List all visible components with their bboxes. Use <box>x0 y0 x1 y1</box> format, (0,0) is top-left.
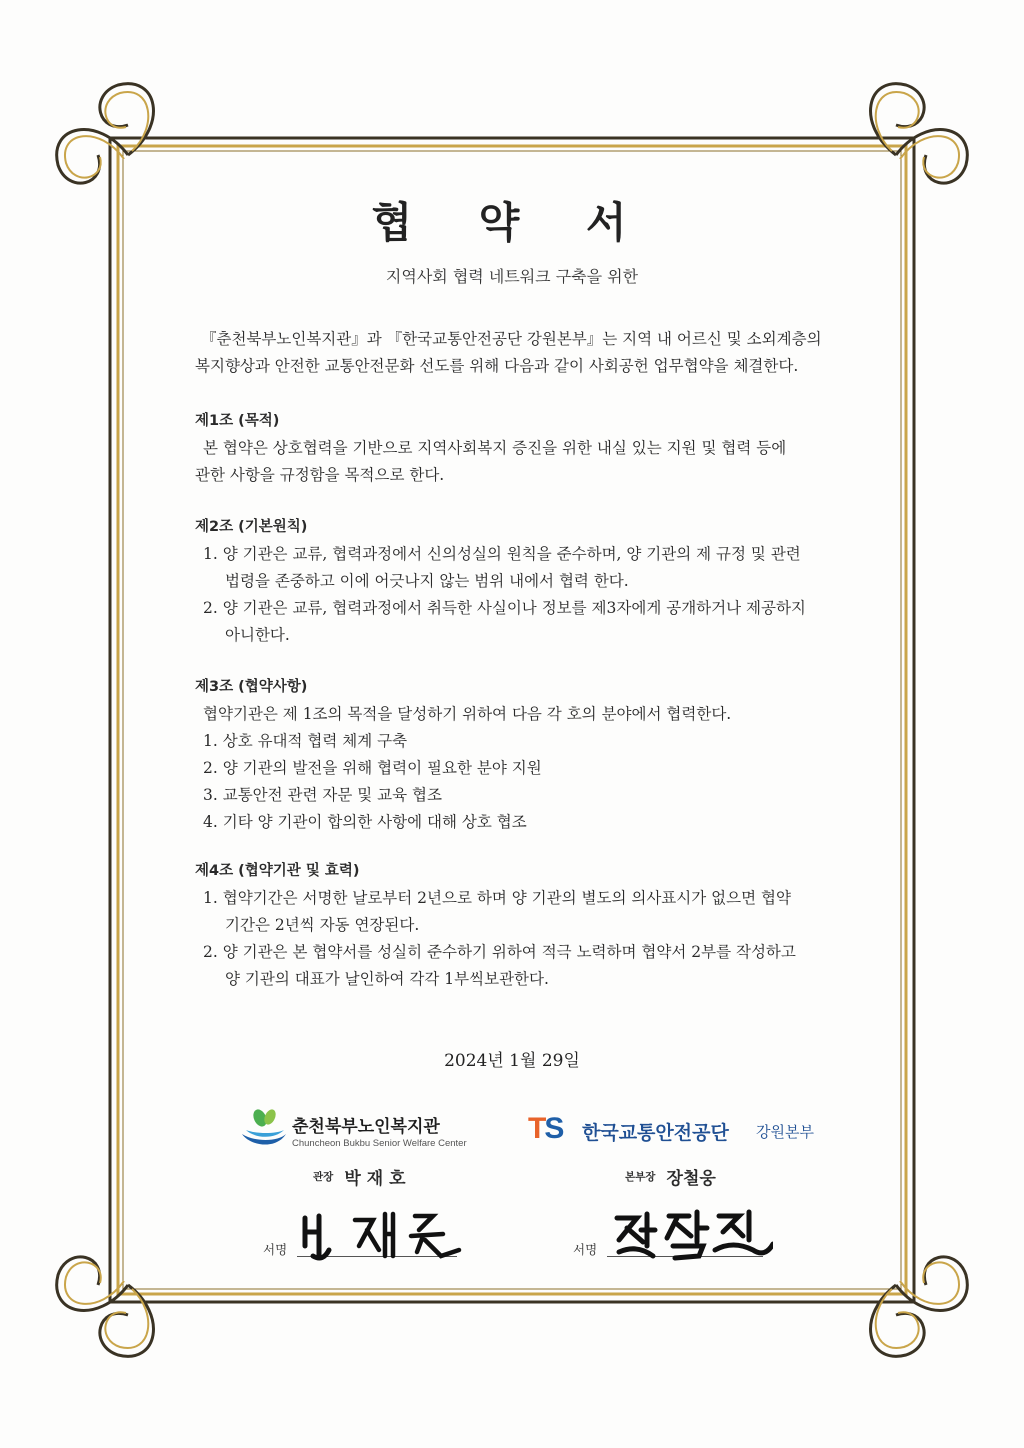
welfare-center-logo <box>240 1108 480 1156</box>
list-item <box>203 595 845 649</box>
article-heading: 제2조 (기본원칙) <box>195 519 308 535</box>
list-item-line: 법령을 존중하고 이에 어긋나지 않는 범위 내에서 협력 한다. <box>225 572 629 590</box>
list-item-line: 기간은 2년씩 자동 연장된다. <box>225 916 420 934</box>
article-3 <box>195 674 845 836</box>
intro-line: 복지향상과 안전한 교통안전문화 선도를 위해 다음과 같이 사회공헌 업무협약을 체결한다. <box>195 357 799 375</box>
list-item-line: 아니한다. <box>225 626 290 644</box>
article-2 <box>195 514 845 649</box>
corner-ornament-bottom-right <box>871 1257 968 1356</box>
left-representative <box>313 1164 406 1189</box>
rep-name: 장철웅 <box>666 1169 716 1189</box>
welfare-center-name-en: Chuncheon Bukbu Senior Welfare Center <box>292 1138 467 1149</box>
list-item-line: 1. 협약기간은 서명한 날로부터 2년으로 하며 양 기관의 별도의 의사표시가 없으면 협약 <box>203 889 791 907</box>
handwritten-signature <box>293 1206 463 1264</box>
list-item-line: 양 기관의 대표가 날인하여 각각 1부씩보관한다. <box>225 970 549 988</box>
list-item: 4. 기타 양 기관이 합의한 사항에 대해 상호 협조 <box>203 813 527 831</box>
rep-role: 본부장 <box>625 1171 656 1183</box>
article-lead: 협약기관은 제 1조의 목적을 달성하기 위하여 다음 각 호의 분야에서 협력한다. <box>203 705 732 723</box>
intro-paragraph <box>195 326 845 380</box>
list-item: 2. 양 기관의 발전을 위해 협력이 필요한 분야 지원 <box>203 759 542 777</box>
kotsa-name: 한국교통안전공단 <box>582 1122 729 1144</box>
list-item: 1. 상호 유대적 협력 체계 구축 <box>203 732 408 750</box>
right-representative <box>625 1164 716 1189</box>
article-text: 본 협약은 상호협력을 기반으로 지역사회복지 증진을 위한 내실 있는 지원 및 협력 등에 <box>203 439 787 457</box>
article-heading: 제1조 (목적) <box>195 413 280 429</box>
list-item-line: 2. 양 기관은 교류, 협력과정에서 취득한 사실이나 정보를 제3자에게 공개하거나 제공하지 <box>203 599 806 617</box>
corner-ornament-top-right <box>871 84 968 183</box>
article-heading: 제3조 (협약사항) <box>195 679 308 695</box>
corner-ornament-bottom-left <box>57 1257 154 1356</box>
handwritten-signature <box>603 1206 773 1264</box>
kotsa-logo <box>528 1112 828 1148</box>
list-item <box>203 939 845 993</box>
list-item <box>203 541 845 595</box>
sign-label: 서명 <box>263 1242 288 1257</box>
document-title: 협 약 서 <box>371 198 653 247</box>
list-item-line: 2. 양 기관은 본 협약서를 성실히 준수하기 위하여 적극 노력하며 협약서 2부를 작성하고 <box>203 943 796 961</box>
sign-label: 서명 <box>573 1242 598 1257</box>
left-signature-block <box>263 1206 463 1266</box>
list-item: 3. 교통안전 관련 자문 및 교육 협조 <box>203 786 443 804</box>
ts-logo-mark <box>528 1112 562 1146</box>
article-text: 관한 사항을 규정함을 목적으로 한다. <box>195 466 445 484</box>
right-signature-block <box>573 1206 773 1266</box>
corner-ornament-top-left <box>57 84 154 183</box>
welfare-center-name: 춘천북부노인복지관 <box>292 1117 440 1137</box>
intro-line: 『춘천북부노인복지관』과 『한국교통안전공단 강원본부』는 지역 내 어르신 및 소외계층의 <box>201 330 822 348</box>
kotsa-division: 강원본부 <box>756 1123 814 1141</box>
rep-role: 관장 <box>313 1171 334 1183</box>
list-item-line: 1. 양 기관은 교류, 협력과정에서 신의성실의 원칙을 준수하며, 양 기관의 제 규정 및 관련 <box>203 545 801 563</box>
list-item <box>203 885 845 939</box>
leaf-wave-logo-icon <box>240 1108 288 1154</box>
ts-logo-s: S <box>544 1112 563 1145</box>
agreement-date: 2024년 1월 29일 <box>444 1051 580 1071</box>
document-subtitle: 지역사회 협력 네트워크 구축을 위한 <box>385 267 639 286</box>
rep-name: 박 재 호 <box>344 1169 406 1189</box>
article-1 <box>195 408 845 489</box>
ts-logo-t: T <box>528 1112 545 1145</box>
article-heading: 제4조 (협약기관 및 효력) <box>195 863 360 879</box>
article-4 <box>195 858 845 993</box>
